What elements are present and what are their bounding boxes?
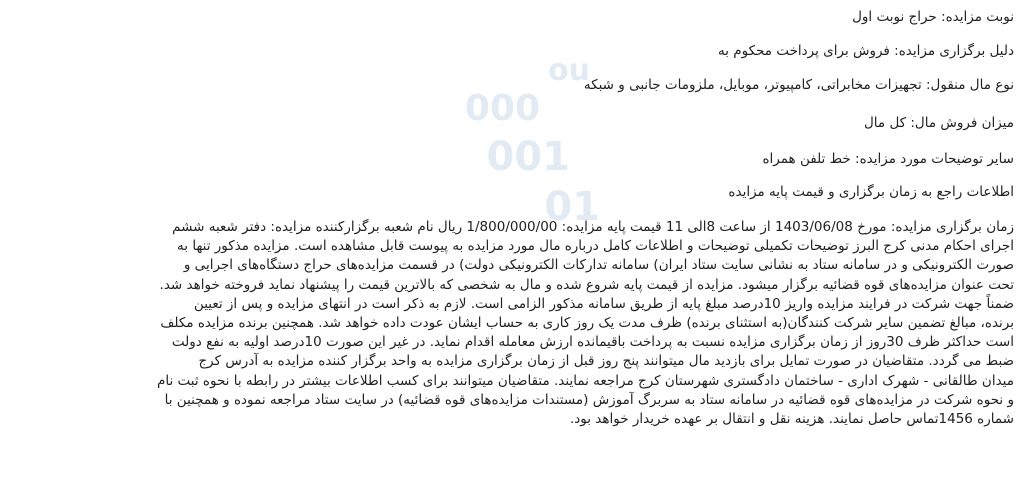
paragraph-line: است حداکثر ظرف 30روز از زمان برگزاری مزایده نسبت به پرداخت باقیمانده ارزش معامله اقدام نماید. در غیر این صورت 10درصد اولیه به نفع دولت xyxy=(171,334,1014,351)
property-type: نوع مال منقول: تجهیزات مخابراتی، کامپیوتر، موبایل، ملزومات جانبی و شبکه xyxy=(583,77,1014,93)
sale-amount: میزان فروش مال: کل مال xyxy=(864,115,1014,131)
paragraph-line: و نحوه شرکت در مزایده‌های قوه قضائیه در سامانه ستاد به سربرگ آموزش (مستندات مزایده‌های قوه قضائیه) در سایت ستاد مراجعه نموده و همچنین با xyxy=(164,391,1014,408)
paragraph-line: اجرای احکام مدنی کرج البرز توضیحات تکمیلی توضیحات و اطلاعات کامل درباره مال مورد مزایده به پیوست قابل مشاهده است. مزایده مذکور تنها به xyxy=(177,238,1014,255)
paragraph-line: میدان طالقانی - شهرک اداری - ساختمان دادگستری شهرستان کرج مراجعه نمایند. متقاضیان میتوانند برای کسب اطلاعات بیشتر در رابطه با نحوه ثبت نام xyxy=(157,372,1014,389)
svg-text:000: 000 xyxy=(464,88,540,129)
paragraph-line: ضمناً جهت شرکت در فرایند مزایده واریز 10درصد مبلغ پایه از طریق سامانه مذکور الزامی است. لازم به ذکر است در انتهای مزایده و پس از تعیین xyxy=(193,295,1014,312)
paragraph-line: زمان برگزاری مزایده: مورخ 1403/06/08 از ساعت 8الی 11 قیمت پایه مزایده: 1/800/000/00 ریال نام شعبه برگزارکننده مزایده: دفتر شعبه ششم xyxy=(172,219,1014,235)
auction-reason: دلیل برگزاری مزایده: فروش برای پرداخت محکوم به xyxy=(718,43,1014,59)
svg-text:ou: ou xyxy=(548,53,590,88)
paragraph-line: تحت عنوان مزایده‌های قوه قضائیه برگزار میشود. مزایده از قیمت پایه شروع شده و مال به شخصی که بالاترین قیمت را پیشنهاد نماید فروخته خواهد شد. xyxy=(159,276,1014,293)
other-description: سایر توضیحات مورد مزایده: خط تلفن همراه xyxy=(762,151,1014,167)
info-heading: اطلاعات راجع به زمان برگزاری و قیمت پایه مزایده xyxy=(728,184,1014,200)
paragraph-line: ضبط می گردد. متقاضیان در صورت تمایل برای بازدید مال میتوانند پنج روز قبل از زمان برگزاری مزایده به واحد برگزار کننده مزایده به آدرس کرج xyxy=(198,353,1014,370)
auction-details-paragraph xyxy=(10,218,1014,429)
paragraph-line: برنده، مبالغ تضمین سایر شرکت کنندگان(به استثنای برنده) ظرف مدت یک روز کاری به حساب ایشان عودت داده خواهد شد. همچنین برنده مزایده مکلف xyxy=(160,315,1014,332)
svg-text:01: 01 xyxy=(544,184,600,230)
paragraph-line: صورت الکترونیکی و در سامانه ستاد به نشانی سایت ستاد ایران) سامانه تدارکات الکترونیکی دولت) در قسمت مزایده‌های حراج دستگاه‌های اجرایی و xyxy=(183,257,1014,274)
watermark-pattern xyxy=(464,40,730,240)
svg-text:001: 001 xyxy=(486,134,570,180)
paragraph-line: شماره 1456تماس حاصل نمایند. هزینه نقل و انتقال بر عهده خریدار خواهد بود. xyxy=(569,411,1014,428)
auction-round: نوبت مزایده: حراج نوبت اول xyxy=(852,9,1014,25)
